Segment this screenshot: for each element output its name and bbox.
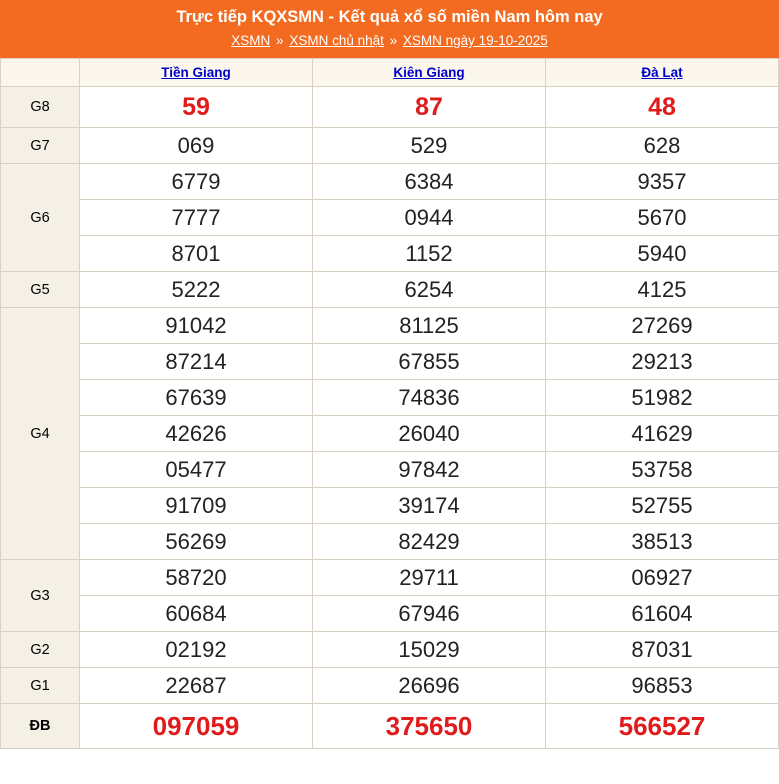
results-table	[0, 58, 779, 749]
result-number: 9357	[546, 164, 779, 200]
table-row	[1, 200, 779, 236]
result-number: 05477	[80, 452, 313, 488]
result-number: 29213	[546, 344, 779, 380]
prize-label: G1	[1, 668, 80, 704]
result-number: 52755	[546, 488, 779, 524]
table-row	[1, 560, 779, 596]
result-number: 74836	[313, 380, 546, 416]
result-number: 29711	[313, 560, 546, 596]
province-header	[546, 59, 779, 87]
result-number: 87214	[80, 344, 313, 380]
result-number: 48	[546, 87, 779, 128]
result-number: 26040	[313, 416, 546, 452]
table-row	[1, 704, 779, 749]
result-number: 53758	[546, 452, 779, 488]
result-number: 67639	[80, 380, 313, 416]
page-header	[0, 0, 779, 58]
result-number: 06927	[546, 560, 779, 596]
breadcrumb-link-date[interactable]: XSMN ngày 19-10-2025	[402, 33, 548, 48]
result-number: 41629	[546, 416, 779, 452]
result-number: 59	[80, 87, 313, 128]
table-row	[1, 308, 779, 344]
result-number: 7777	[80, 200, 313, 236]
result-number: 529	[313, 128, 546, 164]
province-link[interactable]: Kiên Giang	[393, 65, 465, 80]
result-number: 67855	[313, 344, 546, 380]
result-number: 87031	[546, 632, 779, 668]
result-number: 26696	[313, 668, 546, 704]
result-number: 58720	[80, 560, 313, 596]
prize-label: G5	[1, 272, 80, 308]
table-row	[1, 128, 779, 164]
prize-label: G4	[1, 308, 80, 560]
result-number: 96853	[546, 668, 779, 704]
table-row	[1, 668, 779, 704]
result-number: 5222	[80, 272, 313, 308]
result-number: 0944	[313, 200, 546, 236]
result-number: 097059	[80, 704, 313, 749]
result-number: 87	[313, 87, 546, 128]
table-row	[1, 236, 779, 272]
result-number: 82429	[313, 524, 546, 560]
result-number: 67946	[313, 596, 546, 632]
result-number: 61604	[546, 596, 779, 632]
table-row	[1, 164, 779, 200]
result-number: 39174	[313, 488, 546, 524]
table-row	[1, 344, 779, 380]
province-link[interactable]: Đà Lạt	[641, 65, 683, 80]
table-row	[1, 596, 779, 632]
result-number: 51982	[546, 380, 779, 416]
result-number: 5670	[546, 200, 779, 236]
table-row	[1, 380, 779, 416]
result-number: 375650	[313, 704, 546, 749]
table-row	[1, 488, 779, 524]
prize-column-header	[1, 59, 80, 87]
prize-label: G7	[1, 128, 80, 164]
result-number: 8701	[80, 236, 313, 272]
table-row	[1, 524, 779, 560]
page-title: Trực tiếp KQXSMN - Kết quả xổ số miền Nam hôm nay	[176, 8, 603, 26]
result-number: 22687	[80, 668, 313, 704]
result-number: 91709	[80, 488, 313, 524]
result-number: 6254	[313, 272, 546, 308]
prize-label: G2	[1, 632, 80, 668]
table-row	[1, 452, 779, 488]
table-row	[1, 632, 779, 668]
result-number: 4125	[546, 272, 779, 308]
breadcrumb-separator-2: »	[389, 33, 398, 48]
breadcrumb	[0, 31, 779, 50]
result-number: 27269	[546, 308, 779, 344]
prize-label: ĐB	[1, 704, 80, 749]
prize-label: G6	[1, 164, 80, 272]
result-number: 56269	[80, 524, 313, 560]
result-number: 628	[546, 128, 779, 164]
result-number: 60684	[80, 596, 313, 632]
result-number: 5940	[546, 236, 779, 272]
table-header-row	[1, 59, 779, 87]
result-number: 02192	[80, 632, 313, 668]
result-number: 42626	[80, 416, 313, 452]
result-number: 91042	[80, 308, 313, 344]
result-number: 81125	[313, 308, 546, 344]
province-header	[313, 59, 546, 87]
table-row	[1, 416, 779, 452]
result-number: 97842	[313, 452, 546, 488]
province-link[interactable]: Tiền Giang	[161, 65, 231, 80]
result-number: 6384	[313, 164, 546, 200]
result-number: 566527	[546, 704, 779, 749]
breadcrumb-separator-1: »	[276, 33, 284, 48]
result-number: 15029	[313, 632, 546, 668]
breadcrumb-link-xsmn[interactable]: XSMN	[231, 33, 271, 48]
province-header	[80, 59, 313, 87]
result-number: 38513	[546, 524, 779, 560]
prize-label: G8	[1, 87, 80, 128]
table-row	[1, 272, 779, 308]
table-row	[1, 87, 779, 128]
result-number: 1152	[313, 236, 546, 272]
result-number: 6779	[80, 164, 313, 200]
result-number: 069	[80, 128, 313, 164]
prize-label: G3	[1, 560, 80, 632]
breadcrumb-link-xsmn-chu-nhat[interactable]: XSMN chủ nhật	[289, 33, 384, 48]
